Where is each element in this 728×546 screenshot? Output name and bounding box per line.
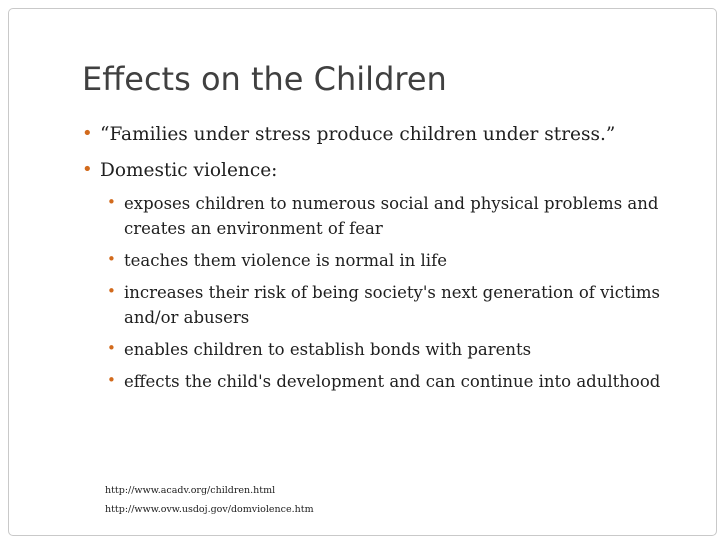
sub-bullet-text: teaches them violence is normal in life: [124, 251, 447, 270]
sub-bullet-item: [107, 369, 692, 394]
bullet-icon: •: [107, 371, 116, 389]
sub-bullet-item: [107, 280, 692, 330]
slide-title: Effects on the Children: [82, 60, 447, 98]
sub-bullet-item: [107, 248, 692, 273]
sub-bullet-text: effects the child's development and can continue into adulthood: [124, 372, 661, 391]
bullet-text: Domestic violence:: [100, 160, 278, 181]
sub-bullet-item: [107, 191, 692, 241]
bullet-icon: •: [107, 282, 116, 300]
bullet-icon: •: [107, 193, 116, 211]
bullet-icon: •: [107, 250, 116, 268]
bullet-text: “Families under stress produce children under stress.”: [100, 124, 616, 145]
reference-link[interactable]: http://www.acadv.org/children.html: [105, 485, 276, 496]
reference-link[interactable]: http://www.ovw.usdoj.gov/domviolence.htm: [105, 504, 314, 515]
sub-bullet-text: enables children to establish bonds with parents: [124, 340, 532, 359]
bullet-item: [82, 122, 692, 148]
bullet-icon: •: [82, 123, 93, 144]
bullet-icon: •: [82, 159, 93, 180]
sub-bullet-text: exposes children to numerous social and physical problems and creates an environment of fear: [124, 194, 659, 238]
bullet-icon: •: [107, 339, 116, 357]
bullet-list: [82, 122, 692, 401]
sub-bullet-text: increases their risk of being society's next generation of victims and/or abusers: [124, 283, 660, 327]
bullet-item: [82, 158, 692, 184]
references: [105, 481, 314, 519]
sub-bullet-item: [107, 337, 692, 362]
